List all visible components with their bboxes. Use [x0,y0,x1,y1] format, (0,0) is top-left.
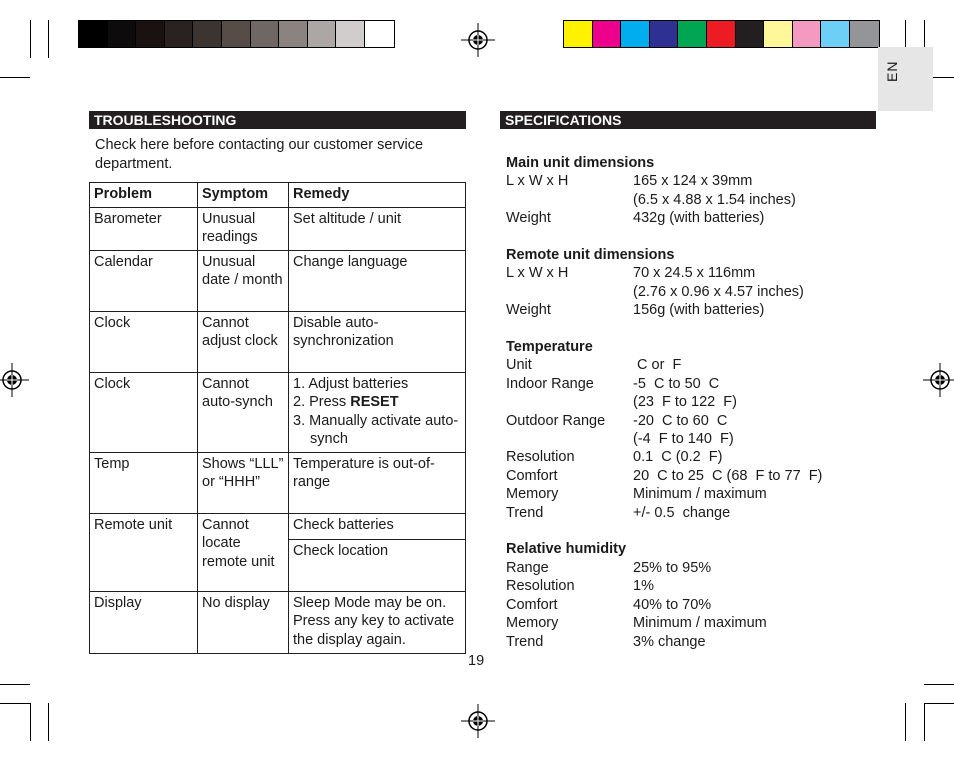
table-row [90,452,466,513]
spec-value: 432g (with batteries) [633,210,765,227]
problem-cell: Clock [90,372,198,452]
spec-group-temperature [506,338,866,522]
registration-mark-icon [923,363,954,397]
spec-value: 165 x 124 x 39mm [633,173,753,190]
table-row [90,591,466,653]
remedy-cell: Change language [289,250,466,311]
spec-row [506,393,866,411]
color-swatch [222,21,251,47]
spec-group-title: Remote unit dimensions [506,247,675,264]
crop-mark [30,703,31,741]
spec-row [506,485,866,503]
spec-row [506,283,866,301]
remedy-cell: Sleep Mode may be on. Press any key to activate the display again. [289,591,466,653]
process-color-bar [563,20,880,48]
color-swatch [165,21,194,47]
color-swatch [108,21,137,47]
color-swatch [650,21,679,47]
symptom-cell: Cannot auto-synch [198,372,289,452]
table-row [90,372,466,452]
spec-row [506,504,866,522]
spec-value: Minimum / maximum [633,615,767,632]
crop-mark [0,684,30,685]
remedy-cell [289,372,466,452]
table-header-row [90,183,466,208]
spec-row [506,596,866,614]
color-swatch [365,21,394,47]
spec-value: (2.76 x 0.96 x 4.57 inches) [633,283,804,300]
spec-value: 20 C to 25 C (68 F to 77 F) [633,467,823,484]
color-swatch [79,21,108,47]
color-swatch [678,21,707,47]
spec-label: Unit [506,357,532,374]
color-swatch [793,21,822,47]
spec-value: -20 C to 60 C [633,412,728,429]
symptom-cell: Unusual readings [198,207,289,250]
spec-row [506,559,866,577]
problem-cell: Clock [90,311,198,372]
remedy-step-text: 2. Press [293,394,351,410]
page-number: 19 [468,653,485,669]
troubleshooting-intro: Check here before contacting our customer service department. [95,137,424,172]
color-swatch [736,21,765,47]
symptom-cell: Unusual date / month [198,250,289,311]
symptom-cell: Cannot locate remote unit [198,513,289,591]
spec-group-remote-unit [506,246,866,320]
color-swatch [279,21,308,47]
spec-row [506,301,866,319]
spec-value: 3% change [633,633,706,650]
crop-mark [30,20,31,58]
spec-label: Outdoor Range [506,412,606,429]
spec-value: (-4 F to 140 F) [633,431,734,448]
remedy-cell: Set altitude / unit [289,207,466,250]
spec-label: L x W x H [506,173,569,190]
color-swatch [621,21,650,47]
spec-row [506,633,866,651]
spec-label: Range [506,559,549,576]
troubleshooting-heading: TROUBLESHOOTING [89,111,466,129]
spec-value: Minimum / maximum [633,486,767,503]
spec-row [506,467,866,485]
header-problem: Problem [90,183,198,208]
spec-value: (6.5 x 4.88 x 1.54 inches) [633,191,796,208]
color-swatch [564,21,593,47]
spec-group-title: Main unit dimensions [506,155,655,171]
color-swatch [850,21,879,47]
spec-label: L x W x H [506,265,569,282]
spec-label: Trend [506,504,544,521]
spec-label: Resolution [506,578,575,595]
header-symptom: Symptom [198,183,289,208]
spec-row [506,356,866,374]
remedy-cell: Disable auto-synchronization [289,311,466,372]
spec-value: 25% to 95% [633,559,712,576]
spec-value: +/- 0.5 change [633,504,731,521]
spec-group-title: Temperature [506,339,593,356]
spec-label: Comfort [506,467,558,484]
header-remedy: Remedy [289,183,466,208]
registration-mark-icon [461,23,495,57]
symptom-cell: No display [198,591,289,653]
crop-mark [48,703,49,741]
remedy-cell: Check batteries [289,513,466,539]
spec-value: 70 x 24.5 x 116mm [633,265,756,282]
color-swatch [136,21,165,47]
crop-mark [0,703,30,704]
crop-mark [924,684,954,685]
remedy-step: 3. Manually activate auto-synch [293,412,459,447]
grayscale-color-bar [78,20,395,48]
spec-value: (23 F to 122 F) [633,394,737,411]
problem-cell: Remote unit [90,513,198,591]
crop-mark [0,77,30,78]
problem-cell: Calendar [90,250,198,311]
specifications-list [506,154,866,669]
crop-mark [924,703,925,741]
spec-group-title: Relative humidity [506,541,627,558]
table-row [90,250,466,311]
spec-value: -5 C to 50 C [633,375,720,392]
spec-value: 156g (with batteries) [633,302,765,319]
spec-value: 0.1 C (0.2 F) [633,449,723,466]
language-label: EN [884,60,900,82]
spec-label: Indoor Range [506,375,594,392]
remedy-cell: Check location [289,539,466,591]
color-swatch [308,21,337,47]
spec-row [506,448,866,466]
spec-row [506,191,866,209]
spec-row [506,375,866,393]
spec-label: Weight [506,210,551,227]
table-row [90,311,466,372]
registration-mark-icon [461,704,495,738]
spec-label: Trend [506,633,544,650]
color-swatch [764,21,793,47]
color-swatch [336,21,365,47]
spec-row [506,614,866,632]
color-swatch [193,21,222,47]
crop-mark [905,703,906,741]
remedy-step: 1. Adjust batteries [293,375,409,392]
remedy-step [293,393,461,412]
spec-group-humidity [506,540,866,650]
troubleshooting-table [89,182,466,654]
spec-row [506,172,866,190]
spec-row [506,264,866,282]
spec-row [506,209,866,227]
reset-key-label: RESET [350,394,399,410]
spec-group-main-unit [506,154,866,228]
spec-value: 40% to 70% [633,596,712,613]
spec-label: Comfort [506,596,558,613]
spec-value: 1% [633,578,654,595]
remedy-cell: Temperature is out-of-range [289,452,466,513]
spec-value: C or F [633,357,682,374]
symptom-cell: Cannot adjust clock [198,311,289,372]
color-swatch [821,21,850,47]
symptom-cell: Shows “LLL” or “HHH” [198,452,289,513]
crop-mark [48,20,49,58]
spec-label: Memory [506,615,559,632]
color-swatch [707,21,736,47]
problem-cell: Temp [90,452,198,513]
color-swatch [251,21,280,47]
table-row [90,513,466,539]
spec-row [506,412,866,430]
crop-mark [924,703,954,704]
specifications-heading: SPECIFICATIONS [500,111,876,129]
spec-label: Weight [506,302,551,319]
problem-cell: Display [90,591,198,653]
table-row [90,207,466,250]
spec-label: Resolution [506,449,575,466]
color-swatch [593,21,622,47]
registration-mark-icon [0,363,29,397]
spec-row [506,577,866,595]
spec-row [506,430,866,448]
problem-cell: Barometer [90,207,198,250]
spec-label: Memory [506,486,559,503]
